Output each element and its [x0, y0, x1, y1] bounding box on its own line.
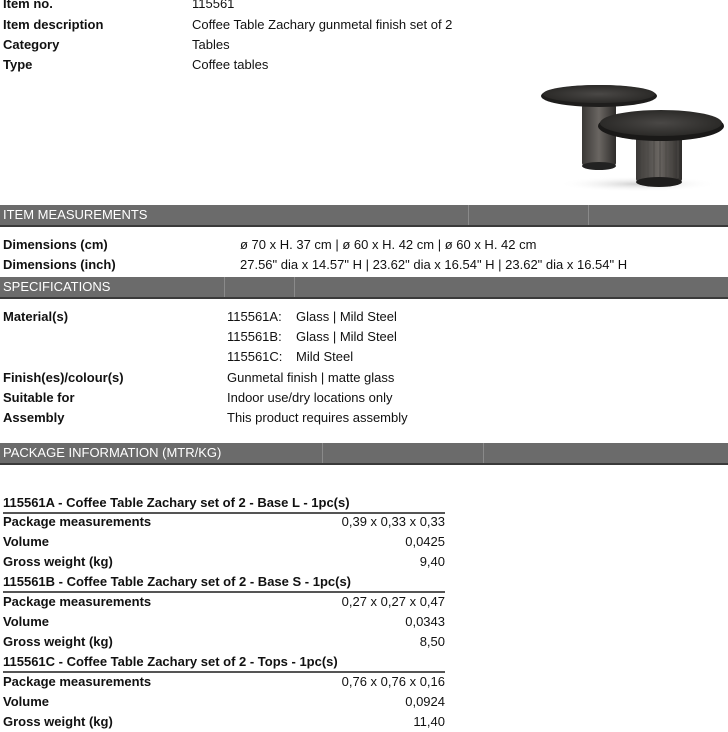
package-row [3, 592, 445, 612]
item-description-value: Coffee Table Zachary gunmetal finish set of 2 [192, 17, 453, 32]
gross-weight-label: Gross weight (kg) [3, 554, 113, 569]
divider [483, 443, 484, 463]
package-row [3, 552, 445, 572]
item-no-value: 115561 [192, 0, 235, 11]
material-value-b: Glass | Mild Steel [296, 329, 397, 344]
material-value-a: Glass | Mild Steel [296, 309, 397, 324]
volume-label: Volume [3, 534, 49, 549]
product-image [538, 82, 724, 192]
section-title: SPECIFICATIONS [3, 279, 111, 294]
volume-label: Volume [3, 614, 49, 629]
gross-weight-value: 8,50 [419, 634, 445, 649]
volume-value: 0,0425 [405, 534, 445, 549]
volume-label: Volume [3, 694, 49, 709]
package-measurements-value: 0,39 x 0,33 x 0,33 [341, 514, 445, 529]
item-no-label: Item no. [3, 0, 53, 11]
dimensions-inch-value: 27.56" dia x 14.57" H | 23.62" dia x 16.54" H | 23.62" dia x 16.54" H [240, 257, 628, 272]
material-value-c: Mild Steel [296, 349, 354, 364]
divider [588, 205, 589, 225]
item-description-label: Item description [3, 17, 104, 32]
package-measurements-label: Package measurements [3, 594, 152, 609]
package-title-a: 115561A - Coffee Table Zachary set of 2 - Base L - 1pc(s) [3, 493, 445, 514]
package-row [3, 712, 445, 732]
section-header-package-information [0, 443, 728, 465]
volume-value: 0,0924 [405, 694, 445, 709]
package-row [3, 612, 445, 632]
package-title-b: 115561B - Coffee Table Zachary set of 2 - Base S - 1pc(s) [3, 572, 445, 593]
finish-value: Gunmetal finish | matte glass [227, 370, 395, 385]
material-code-b: 115561B: [227, 329, 282, 344]
package-row [3, 672, 445, 692]
package-row [3, 692, 445, 712]
package-measurements-value: 0,27 x 0,27 x 0,47 [341, 594, 445, 609]
divider [322, 443, 323, 463]
package-row [3, 532, 445, 552]
package-row [3, 632, 445, 652]
category-value: Tables [192, 37, 230, 52]
gross-weight-label: Gross weight (kg) [3, 714, 113, 729]
type-value: Coffee tables [192, 57, 269, 72]
dimensions-inch-label: Dimensions (inch) [3, 257, 116, 272]
assembly-label: Assembly [3, 410, 65, 425]
divider [294, 277, 295, 297]
assembly-value: This product requires assembly [227, 410, 408, 425]
section-title: ITEM MEASUREMENTS [3, 207, 148, 222]
package-measurements-label: Package measurements [3, 514, 152, 529]
dimensions-cm-label: Dimensions (cm) [3, 237, 108, 252]
divider [224, 277, 225, 297]
gross-weight-label: Gross weight (kg) [3, 634, 113, 649]
gross-weight-value: 9,40 [419, 554, 445, 569]
section-title: PACKAGE INFORMATION (MTR/KG) [3, 445, 222, 460]
package-title-c: 115561C - Coffee Table Zachary set of 2 - Tops - 1pc(s) [3, 652, 445, 673]
divider [468, 205, 469, 225]
category-label: Category [3, 37, 60, 52]
package-row [3, 512, 445, 532]
dimensions-cm-value: ø 70 x H. 37 cm | ø 60 x H. 42 cm | ø 60 x H. 42 cm [240, 237, 537, 252]
finish-label: Finish(es)/colour(s) [3, 370, 124, 385]
volume-value: 0,0343 [405, 614, 445, 629]
suitable-for-label: Suitable for [3, 390, 75, 405]
suitable-for-value: Indoor use/dry locations only [227, 390, 393, 405]
section-header-specifications [0, 277, 728, 299]
material-code-a: 115561A: [227, 309, 282, 324]
type-label: Type [3, 57, 33, 72]
materials-label: Material(s) [3, 309, 69, 324]
material-code-c: 115561C: [227, 349, 283, 364]
package-measurements-label: Package measurements [3, 674, 152, 689]
package-measurements-value: 0,76 x 0,76 x 0,16 [341, 674, 445, 689]
section-header-item-measurements [0, 205, 728, 227]
gross-weight-value: 11,40 [413, 714, 445, 729]
